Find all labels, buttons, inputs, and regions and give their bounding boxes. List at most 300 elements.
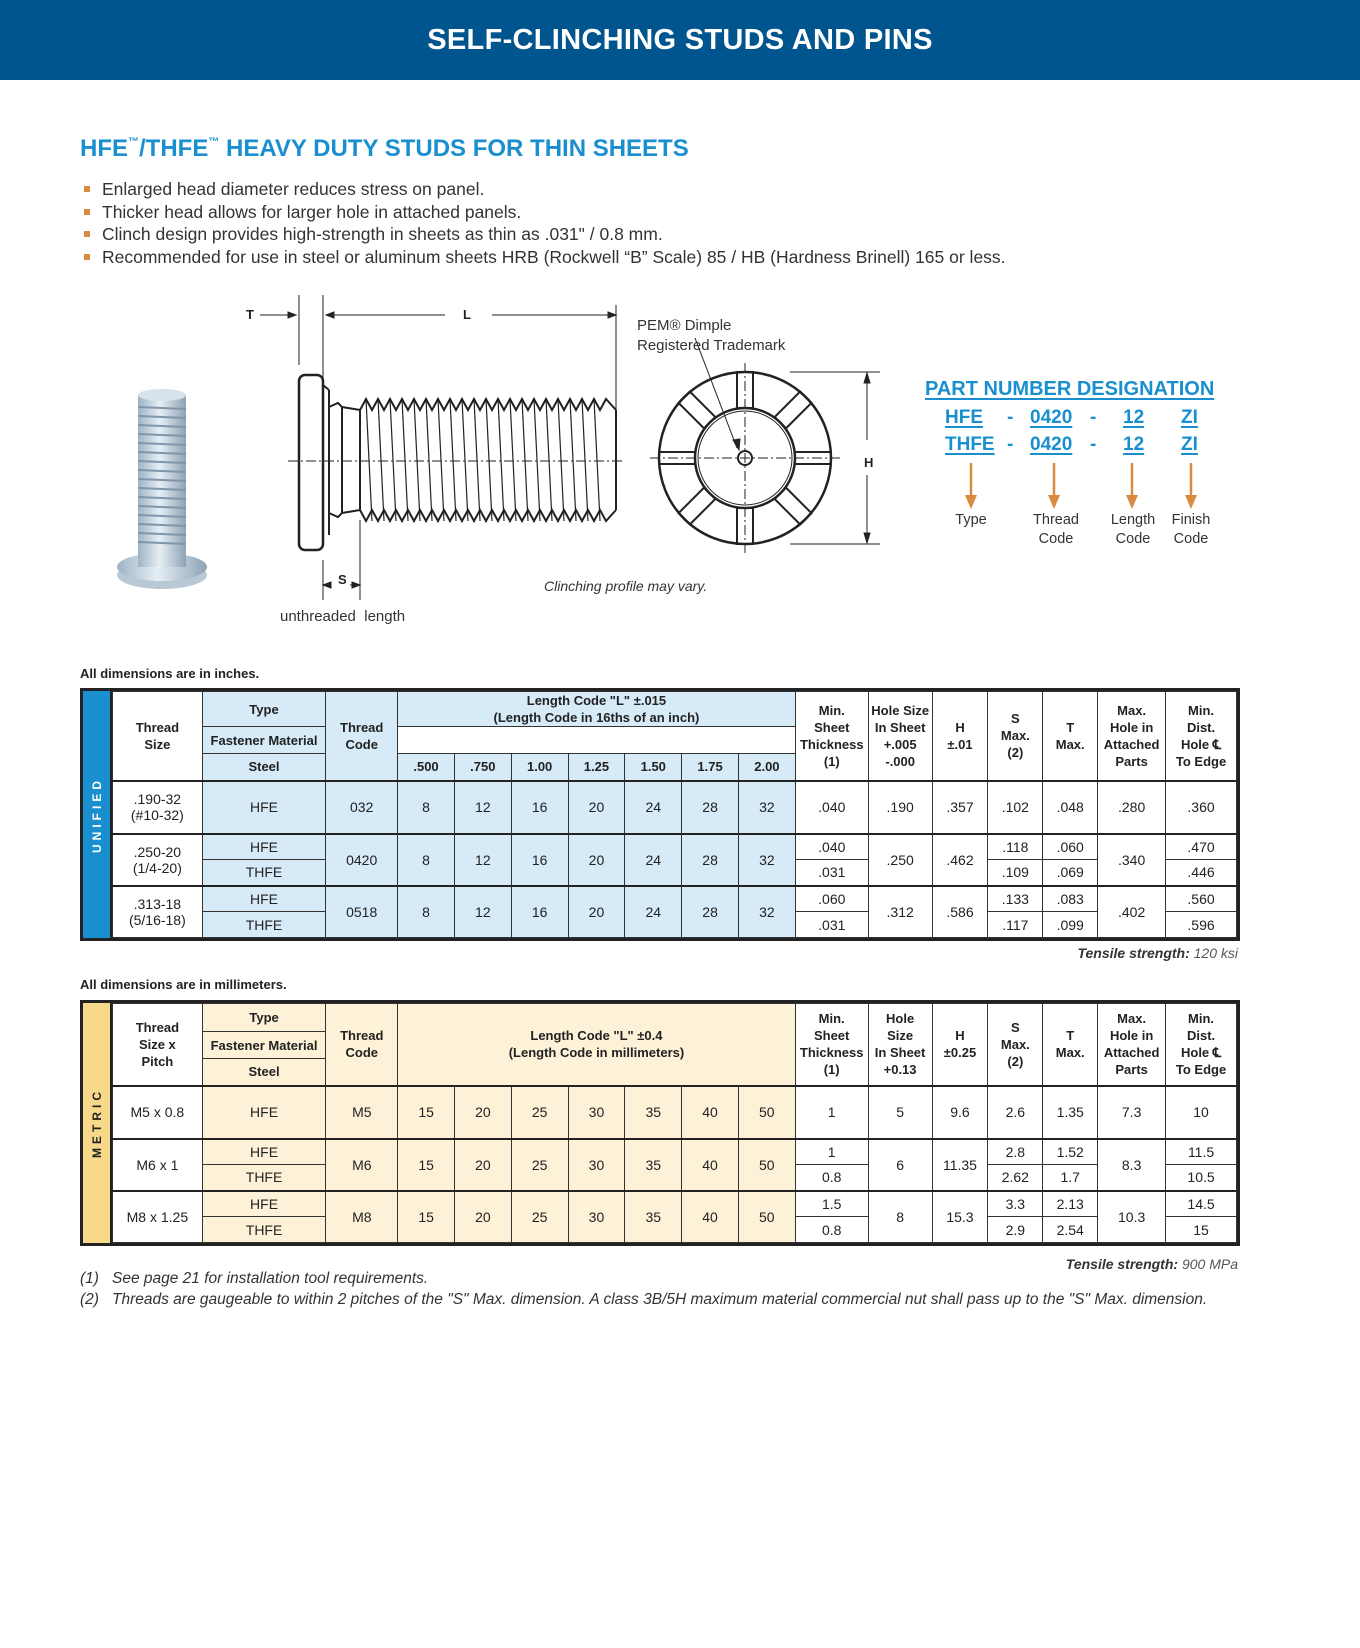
header-line: Min. — [1188, 1011, 1215, 1027]
pnd-label-thread — [1033, 511, 1079, 549]
cell-t: .060 — [1043, 834, 1098, 860]
size-line: .250-20 — [133, 843, 182, 860]
clinch-note: Clinching profile may vary. — [544, 578, 708, 594]
size-line: .190-32 — [133, 791, 182, 807]
side-label: METRIC — [89, 1088, 104, 1158]
header-t — [1043, 1004, 1098, 1086]
pnd-dash: - — [1090, 407, 1097, 428]
table-row — [113, 1139, 1237, 1165]
header-line: (Length Code in 16ths of an inch) — [493, 710, 700, 725]
header-line: Hole in — [1109, 1028, 1154, 1044]
cell-length-code: 50 — [738, 1139, 795, 1191]
header-line: Code — [345, 736, 378, 752]
cell-length-code: 15 — [398, 1191, 455, 1243]
cell-hole-size: 8 — [868, 1191, 932, 1243]
cell-type: HFE — [202, 1139, 326, 1165]
header-length-code — [398, 692, 796, 727]
cell-length-code: 8 — [398, 834, 455, 886]
bullet-square-icon — [84, 231, 90, 237]
callout-line: PEM® Dimple — [637, 317, 732, 334]
header-line: (2) — [1007, 745, 1024, 761]
header-thread-code — [326, 692, 398, 781]
cell-length-code: 40 — [682, 1191, 739, 1243]
feature-item — [80, 201, 1006, 224]
header-line: Hole Size — [871, 702, 930, 718]
cell-t: 1.52 — [1043, 1139, 1098, 1165]
cell-length-code: 15 — [398, 1086, 455, 1139]
feature-item — [80, 178, 1006, 201]
header-line: Hole in — [1109, 719, 1154, 735]
cell-t: .048 — [1043, 781, 1098, 834]
header-min-dist — [1166, 692, 1237, 781]
cell-length-code: 25 — [511, 1086, 568, 1139]
cell-thread-size — [113, 1191, 203, 1243]
header-line: H — [955, 719, 965, 735]
cell-t: 1.35 — [1043, 1086, 1098, 1139]
section-title — [80, 135, 689, 163]
metric-spec-table — [112, 1003, 1237, 1243]
arrow-down-icon — [1047, 463, 1061, 509]
metric-units-note: All dimensions are in millimeters. — [80, 977, 287, 992]
metric-side-band — [83, 1003, 112, 1243]
header-h — [932, 692, 988, 781]
header-line: To Edge — [1175, 753, 1227, 769]
feature-text: Enlarged head diameter reduces stress on panel. — [102, 179, 485, 199]
cell-min-sheet: 0.8 — [795, 1165, 868, 1191]
size-line: (5/16-18) — [128, 911, 186, 928]
header-type: Type — [202, 692, 326, 727]
tensile-label: Tensile strength: — [1065, 1256, 1179, 1272]
cell-length-code: 8 — [398, 886, 455, 938]
cell-min-sheet: .031 — [795, 912, 868, 938]
header-line: Thread — [135, 719, 180, 735]
cell-length-code: 32 — [738, 781, 795, 834]
header-max-hole — [1098, 1004, 1166, 1086]
cell-t: 2.13 — [1043, 1191, 1098, 1217]
cell-length-code: 20 — [568, 781, 625, 834]
stud-drawing — [230, 295, 890, 605]
cell-length-code: 20 — [568, 886, 625, 938]
pnd-type: THFE — [945, 434, 995, 455]
cell-s: 2.6 — [988, 1086, 1043, 1139]
cell-s: 2.62 — [988, 1165, 1043, 1191]
cell-max-hole: .402 — [1098, 886, 1166, 938]
cell-min-sheet: .040 — [795, 781, 868, 834]
arrow-down-icon — [964, 463, 978, 509]
cell-min-dist: .560 — [1166, 886, 1237, 912]
feature-text: Recommended for use in steel or aluminum sheets HRB (Rockwell “B” Scale) 85 / HB (Hardness Brinell) 165 or less. — [102, 246, 1006, 267]
header-line: S — [1011, 1019, 1020, 1035]
title-thfe: /THFE — [139, 135, 209, 162]
table-row — [113, 1191, 1237, 1217]
header-line: Thread — [340, 1028, 384, 1044]
header-min-sheet — [795, 692, 868, 781]
label-line: Thread — [1033, 512, 1079, 528]
dim-s-label: S — [338, 572, 347, 587]
cell-length-code: 24 — [625, 781, 682, 834]
header-line: Code — [345, 1045, 379, 1061]
cell-min-dist: .360 — [1166, 781, 1237, 834]
arrow-down-icon — [1125, 463, 1139, 509]
header-line: (1) — [823, 753, 840, 769]
cell-length-code: 16 — [511, 781, 568, 834]
header-line: Max. — [1055, 736, 1085, 752]
header-line: Hole ℄ — [1180, 1045, 1222, 1061]
cell-type: THFE — [202, 1217, 326, 1243]
cell-thread-code: 032 — [326, 781, 398, 834]
header-min-dist — [1166, 1004, 1237, 1086]
cell-s: 2.9 — [988, 1217, 1043, 1243]
cell-s: 3.3 — [988, 1191, 1043, 1217]
header-thread-size — [113, 1004, 203, 1086]
header-length: 1.75 — [682, 754, 739, 781]
cell-hole-size: 6 — [868, 1139, 932, 1191]
header-hole-size — [868, 1004, 932, 1086]
size-line: (1/4-20) — [132, 859, 182, 876]
cell-length-code: 30 — [568, 1086, 625, 1139]
header-max-hole — [1098, 692, 1166, 781]
cell-type: HFE — [202, 834, 326, 860]
header-line: Parts — [1115, 1062, 1148, 1078]
footnote-text: Threads are gaugeable to within 2 pitches of the "S" Max. dimension. A class 3B/5H maximum material commercial nut shall pass up to the "S" Max. dimension. — [112, 1291, 1208, 1308]
cell-length-code: 28 — [682, 886, 739, 938]
header-line: H — [955, 1028, 965, 1044]
callout-line: Registered Trademark — [637, 337, 786, 354]
cell-length-code: 35 — [625, 1139, 682, 1191]
pnd-title: PART NUMBER DESIGNATION — [925, 378, 1215, 400]
cell-min-dist: 11.5 — [1166, 1139, 1237, 1165]
pnd-type: HFE — [945, 407, 983, 428]
header-type: Type — [202, 1004, 326, 1032]
cell-length-code: 30 — [568, 1139, 625, 1191]
header-s — [988, 692, 1043, 781]
cell-min-dist: .446 — [1166, 860, 1237, 886]
size-line: M8 x 1.25 — [126, 1208, 189, 1225]
pnd-row — [925, 432, 1225, 459]
cell-thread-size — [113, 781, 203, 834]
cell-length-code: 12 — [454, 781, 511, 834]
inch-units-note: All dimensions are in inches. — [80, 666, 260, 681]
header-line: -.000 — [885, 753, 915, 769]
cell-length-code: 12 — [454, 886, 511, 938]
cell-t: .099 — [1043, 912, 1098, 938]
feature-list — [80, 178, 1006, 268]
stud-photo — [112, 385, 212, 605]
cell-s: .133 — [988, 886, 1043, 912]
cell-length-code: 16 — [511, 886, 568, 938]
header-line: +.005 — [883, 736, 917, 752]
header-material: Fastener Material — [202, 1032, 326, 1059]
cell-min-sheet: 1 — [795, 1086, 868, 1139]
header-h — [932, 1004, 988, 1086]
header-line: Thread — [135, 1019, 180, 1035]
cell-min-dist: 15 — [1166, 1217, 1237, 1243]
dim-l-label: L — [463, 307, 471, 322]
cell-type: HFE — [202, 886, 326, 912]
header-line: In Sheet — [874, 719, 926, 735]
cell-min-sheet: .060 — [795, 886, 868, 912]
header-line: ±0.25 — [943, 1045, 977, 1061]
cell-min-dist: 10.5 — [1166, 1165, 1237, 1191]
header-line: ±.01 — [947, 736, 973, 752]
cell-length-code: 40 — [682, 1139, 739, 1191]
footnote — [80, 1268, 1250, 1289]
cell-t: .083 — [1043, 886, 1098, 912]
header-line: Min. — [818, 1011, 845, 1027]
header-line: Length Code "L" ±0.4 — [530, 1028, 663, 1044]
cell-h: 15.3 — [932, 1191, 988, 1243]
inch-tensile — [1077, 945, 1238, 961]
dim-h-label: H — [864, 455, 874, 470]
header-line: Attached — [1103, 736, 1160, 752]
cell-length-code: 30 — [568, 1191, 625, 1243]
cell-length-code: 20 — [568, 834, 625, 886]
bullet-square-icon — [84, 186, 90, 192]
tensile-value: 120 ksi — [1193, 945, 1238, 961]
cell-length-code: 28 — [682, 781, 739, 834]
pnd-thread: 0420 — [1030, 407, 1073, 428]
header-length-code — [398, 1004, 795, 1086]
title-rest: HEAVY DUTY STUDS FOR THIN SHEETS — [219, 135, 689, 162]
label-line: Code — [1173, 531, 1209, 547]
cell-length-code: 28 — [682, 834, 739, 886]
table-row — [113, 1086, 1237, 1139]
header-line: Max. — [1117, 1011, 1147, 1027]
cell-thread-code: M5 — [326, 1086, 398, 1139]
header-line: Size — [887, 1028, 914, 1044]
pnd-length: 12 — [1123, 407, 1145, 428]
header-line: T — [1066, 719, 1075, 735]
header-length: 2.00 — [738, 754, 795, 781]
size-line: (#10-32) — [130, 807, 184, 823]
title-hfe: HFE — [80, 135, 128, 162]
pnd-label-type — [955, 511, 986, 530]
trademark-mark: ™ — [128, 136, 139, 148]
cell-t: .069 — [1043, 860, 1098, 886]
header-line: Thickness — [799, 1045, 864, 1061]
banner-title: SELF-CLINCHING STUDS AND PINS — [427, 23, 933, 56]
footnote-number: (2) — [80, 1291, 99, 1308]
cell-length-code: 16 — [511, 834, 568, 886]
header-line: (2) — [1007, 1053, 1024, 1069]
size-line: M5 x 0.8 — [130, 1104, 185, 1120]
cell-s: .118 — [988, 834, 1043, 860]
feature-text: Clinch design provides high-strength in sheets as thin as .031" / 0.8 mm. — [102, 224, 663, 244]
header-line: S — [1011, 711, 1020, 727]
pnd-label-length — [1111, 511, 1155, 549]
cell-type: HFE — [202, 1191, 326, 1217]
header-line: Max. — [1117, 702, 1147, 718]
cell-min-sheet: 1 — [795, 1139, 868, 1165]
cell-s: .117 — [988, 912, 1043, 938]
tensile-label: Tensile strength: — [1077, 945, 1190, 961]
feature-text: Thicker head allows for larger hole in attached panels. — [102, 201, 522, 222]
header-length: 1.50 — [625, 754, 682, 781]
cell-type: HFE — [202, 781, 326, 834]
header-line: Max. — [1000, 1036, 1030, 1052]
cell-length-code: 50 — [738, 1086, 795, 1139]
header-hole-size — [868, 692, 932, 781]
header-line: Thickness — [799, 736, 864, 752]
header-line: Size — [144, 736, 171, 752]
header-length: .500 — [398, 754, 455, 781]
cell-hole-size: .312 — [868, 886, 932, 938]
pnd-length: 12 — [1123, 434, 1145, 455]
header-thread-code — [326, 1004, 398, 1086]
footnotes — [80, 1268, 1250, 1310]
cell-thread-size — [113, 886, 203, 938]
size-line: M6 x 1 — [136, 1156, 179, 1173]
pnd-dash: - — [1090, 434, 1097, 455]
label-line: Code — [1115, 531, 1151, 547]
cell-hole-size: .250 — [868, 834, 932, 886]
header-line: Dist. — [1186, 719, 1216, 735]
header-line: T — [1066, 1028, 1075, 1044]
cell-type: THFE — [202, 860, 326, 886]
bullet-square-icon — [84, 254, 90, 260]
header-line: Attached — [1103, 1045, 1160, 1061]
table-row — [113, 886, 1237, 912]
table-row — [113, 781, 1237, 834]
header-material: Fastener Material — [202, 727, 326, 754]
header-line: (1) — [823, 1062, 840, 1078]
cell-length-code: 50 — [738, 1191, 795, 1243]
pnd-finish: ZI — [1181, 434, 1198, 455]
cell-min-sheet: 1.5 — [795, 1191, 868, 1217]
cell-length-code: 25 — [511, 1191, 568, 1243]
cell-thread-code: M6 — [326, 1139, 398, 1191]
cell-length-code: 32 — [738, 886, 795, 938]
cell-h: .357 — [932, 781, 988, 834]
header-line: Sheet — [813, 1028, 850, 1044]
metric-table — [80, 1000, 1240, 1246]
cell-length-code: 24 — [625, 834, 682, 886]
header-line: +0.13 — [883, 1062, 917, 1078]
cell-s: .102 — [988, 781, 1043, 834]
cell-thread-size — [113, 1139, 203, 1191]
header-line: Sheet — [814, 719, 850, 735]
label-line: Type — [955, 512, 987, 528]
cell-t: 1.7 — [1043, 1165, 1098, 1191]
cell-hole-size: 5 — [868, 1086, 932, 1139]
pnd-legend — [925, 459, 1225, 569]
header-line: Min. — [818, 702, 845, 718]
cell-max-hole: .340 — [1098, 834, 1166, 886]
cell-min-sheet: .040 — [795, 834, 868, 860]
cell-min-dist: .596 — [1166, 912, 1237, 938]
header-s — [988, 1004, 1043, 1086]
cell-length-code: 35 — [625, 1086, 682, 1139]
header-line: Min. — [1188, 702, 1215, 718]
feature-item — [80, 223, 1006, 246]
cell-min-dist: 14.5 — [1166, 1191, 1237, 1217]
header-line: Hole — [886, 1011, 915, 1027]
cell-type: HFE — [202, 1086, 326, 1139]
header-line: Dist. — [1186, 1028, 1216, 1044]
header-line: (Length Code in millimeters) — [508, 1045, 685, 1061]
arrow-down-icon — [1184, 463, 1198, 509]
header-steel: Steel — [202, 1059, 326, 1086]
label-line: Code — [1038, 531, 1074, 547]
cell-t: 2.54 — [1043, 1217, 1098, 1243]
pnd-finish: ZI — [1181, 407, 1198, 428]
cell-thread-code: 0518 — [326, 886, 398, 938]
cell-h: .586 — [932, 886, 988, 938]
dim-t-label: T — [246, 307, 254, 322]
cell-min-dist: 10 — [1166, 1086, 1237, 1139]
pnd-dash: - — [1007, 407, 1014, 428]
size-line: .313-18 — [133, 895, 182, 912]
header-length: 1.00 — [511, 754, 568, 781]
cell-s: .109 — [988, 860, 1043, 886]
trademark-mark: ™ — [208, 136, 220, 148]
cell-length-code: 8 — [398, 781, 455, 834]
cell-length-code: 20 — [455, 1139, 512, 1191]
cell-length-code: 25 — [511, 1139, 568, 1191]
pnd-thread: 0420 — [1030, 434, 1073, 455]
pnd-dash: - — [1007, 434, 1014, 455]
cell-hole-size: .190 — [868, 781, 932, 834]
header-length: .750 — [454, 754, 511, 781]
header-line: Pitch — [141, 1053, 174, 1069]
table-row — [113, 834, 1237, 860]
tensile-value: 900 MPa — [1181, 1256, 1238, 1272]
header-line: Thread — [340, 719, 384, 735]
cell-h: 11.35 — [932, 1139, 988, 1191]
header-line: Length Code "L" ±.015 — [526, 693, 667, 708]
header-t — [1043, 692, 1098, 781]
cell-length-code: 24 — [625, 886, 682, 938]
bullet-square-icon — [84, 209, 90, 215]
header-line: Hole ℄ — [1180, 736, 1222, 752]
cell-min-sheet: 0.8 — [795, 1217, 868, 1243]
inch-table — [80, 688, 1240, 941]
label-line: Length — [1110, 512, 1156, 528]
header-line: Size x — [138, 1036, 176, 1052]
pnd-row — [925, 405, 1225, 432]
cell-length-code: 20 — [455, 1086, 512, 1139]
cell-thread-code: M8 — [326, 1191, 398, 1243]
unified-side-band — [83, 691, 112, 938]
header-min-sheet — [795, 1004, 868, 1086]
cell-h: 9.6 — [932, 1086, 988, 1139]
cell-max-hole: .280 — [1098, 781, 1166, 834]
cell-length-code: 15 — [398, 1139, 455, 1191]
footnote-text: See page 21 for installation tool requirements. — [112, 1270, 429, 1287]
footnote-number: (1) — [80, 1270, 99, 1287]
cell-max-hole: 7.3 — [1098, 1086, 1166, 1139]
cell-max-hole: 8.3 — [1098, 1139, 1166, 1191]
cell-thread-code: 0420 — [326, 834, 398, 886]
cell-thread-size — [113, 1086, 203, 1139]
page-banner — [0, 0, 1360, 80]
cell-length-code: 40 — [682, 1086, 739, 1139]
cell-length-code: 12 — [454, 834, 511, 886]
header-line: In Sheet — [874, 1045, 926, 1061]
side-label: UNIFIED — [89, 776, 104, 853]
header-length: 1.25 — [568, 754, 625, 781]
cell-length-code: 32 — [738, 834, 795, 886]
header-steel: Steel — [202, 754, 326, 781]
header-line: To Edge — [1175, 1062, 1227, 1078]
cell-min-sheet: .031 — [795, 860, 868, 886]
pnd-label-finish — [1172, 511, 1211, 549]
label-line: Finish — [1171, 512, 1211, 528]
cell-length-code: 20 — [455, 1191, 512, 1243]
header-line: Max. — [1055, 1045, 1085, 1061]
part-number-designation — [925, 378, 1225, 569]
footnote — [80, 1289, 1250, 1310]
